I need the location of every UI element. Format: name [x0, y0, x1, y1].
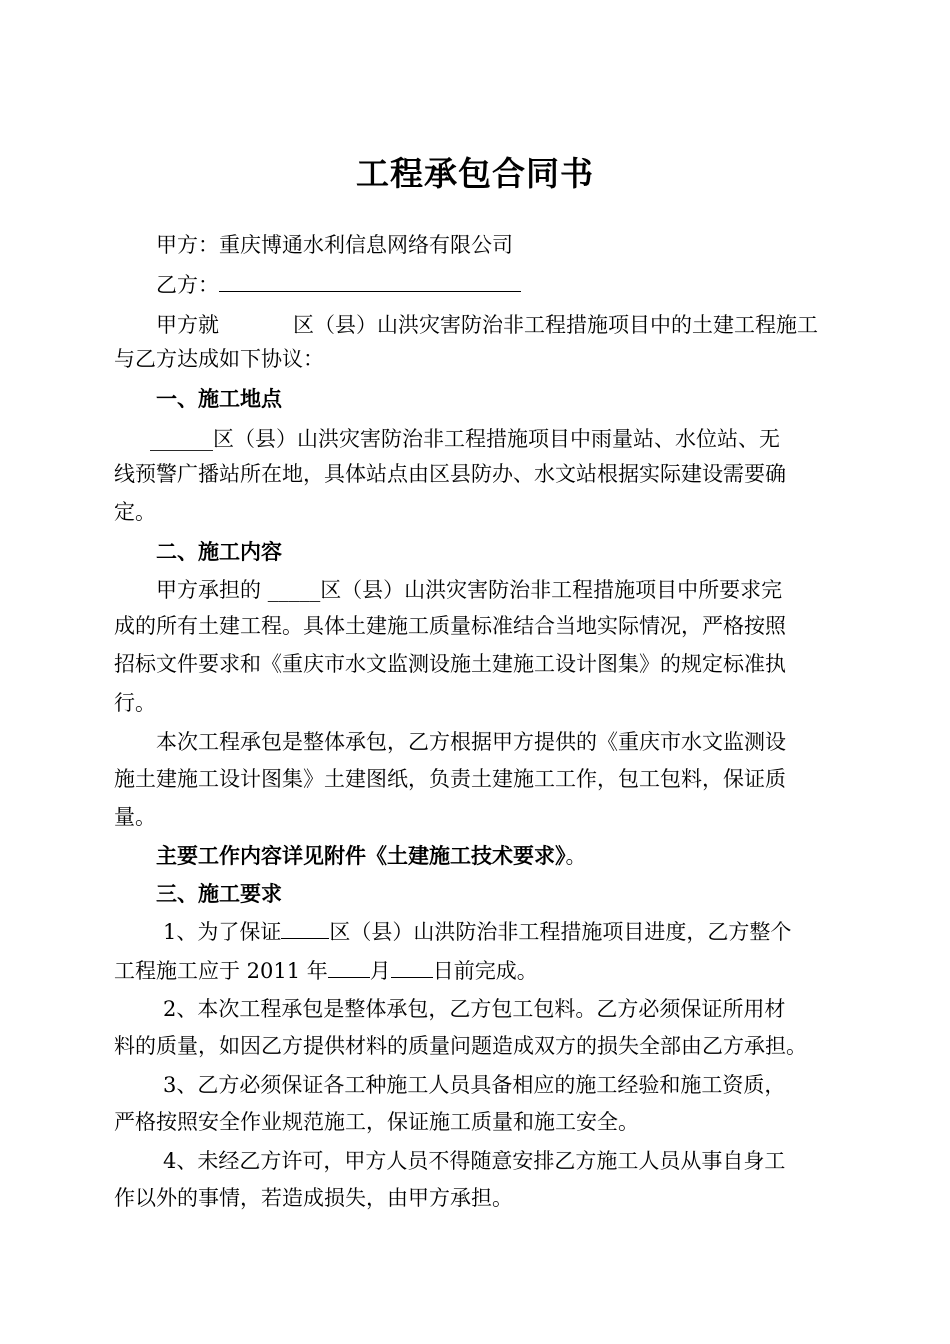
- party-b-blank: [219, 273, 521, 292]
- sec2-para2-line-2: 施土建施工设计图集》土建图纸，负责土建施工工作，包工包料，保证质: [114, 767, 786, 791]
- sec2-main-text: 主要工作内容详见附件《土建施工技术要求》: [156, 843, 566, 868]
- sec2-line-3: 招标文件要求和《重庆市水文监测设施土建施工设计图集》的规定标准执: [114, 652, 786, 676]
- sec3-1e: 日前完成。: [432, 959, 538, 983]
- section-3-heading: 三、施工要求: [156, 881, 282, 906]
- section-1-heading: 一、施工地点: [156, 386, 282, 411]
- sec3-1d: 月: [369, 959, 391, 983]
- sec3-item2-line-2: 料的质量，如因乙方提供材料的质量问题造成双方的损失全部由乙方承担。: [114, 1034, 807, 1058]
- sec1-line-3: 定。: [114, 500, 156, 524]
- section-2-heading: 二、施工内容: [156, 539, 282, 564]
- party-a-line: 甲方：重庆博通水利信息网络有限公司: [156, 233, 513, 257]
- sec2-1a: 甲方承担的: [156, 578, 261, 602]
- sec3-item3-line-2: 严格按照安全作业规范施工，保证施工质量和施工安全。: [114, 1110, 639, 1134]
- sec1-line-2: 线预警广播站所在地，具体站点由区县防办、水文站根据实际建设需要确: [114, 462, 786, 486]
- sec3-item1-line-1: [163, 917, 791, 947]
- blank: [281, 920, 329, 939]
- blank: [391, 959, 433, 978]
- sec3-item2-line-1: 2、本次工程承包是整体承包，乙方包工包料。乙方必须保证所用材: [163, 997, 786, 1021]
- sec3-item4-line-1: 4、未经乙方许可，甲方人员不得随意安排乙方施工人员从事自身工: [163, 1149, 786, 1173]
- intro-line-1: [156, 310, 818, 340]
- sec2-line-1: [156, 575, 782, 605]
- sec2-para2-line-3: 量。: [114, 805, 156, 829]
- sec2-para2-line-1: 本次工程承包是整体承包，乙方根据甲方提供的《重庆市水文监测设: [156, 730, 786, 754]
- sec3-item3-line-1: 3、乙方必须保证各工种施工人员具备相应的施工经验和施工资质，: [163, 1073, 786, 1097]
- sec2-1b: _____区（县）山洪灾害防治非工程措施项目中所要求完: [267, 578, 783, 602]
- sec3-1b: 区（县）山洪防治非工程措施项目进度，乙方整个: [329, 920, 792, 944]
- party-b-label: 乙方：: [156, 273, 219, 297]
- sec2-main-end: 。: [565, 844, 587, 868]
- sec3-item1-line-2: [114, 956, 538, 986]
- document-title: 工程承包合同书: [356, 154, 594, 193]
- intro-1b: 区（县）山洪灾害防治非工程措施项目中的土建工程施工: [293, 313, 818, 337]
- sec3-1c: 工程施工应于 2011 年: [114, 959, 328, 983]
- sec1-line-1: ______区（县）山洪灾害防治非工程措施项目中雨量站、水位站、无: [150, 427, 780, 451]
- sec2-line-2: 成的所有土建工程。具体土建施工质量标准结合当地实际情况，严格按照: [114, 614, 786, 638]
- sec3-item4-line-2: 作以外的事情，若造成损失，由甲方承担。: [114, 1186, 513, 1210]
- sec3-1a: 1、为了保证: [163, 920, 282, 944]
- intro-1a: 甲方就: [156, 313, 219, 337]
- blank: [328, 959, 370, 978]
- sec2-main-line: [156, 841, 587, 871]
- sec2-line-4: 行。: [114, 691, 156, 715]
- intro-line-2: 与乙方达成如下协议：: [114, 347, 324, 371]
- party-b-line: [156, 270, 521, 300]
